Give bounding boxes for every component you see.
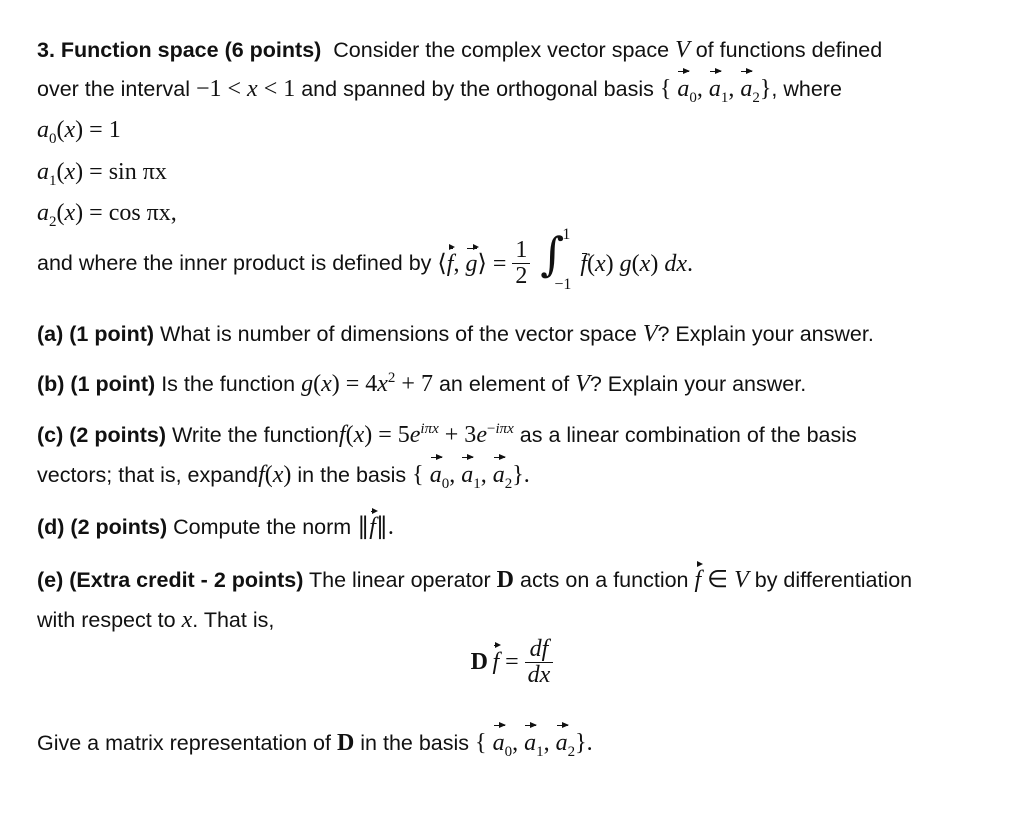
- part-e-label: (e) (Extra credit - 2 points): [37, 568, 304, 592]
- part-e-text: . That is,: [192, 608, 275, 632]
- math-norm-f: ∥f∥.: [357, 514, 394, 540]
- part-d: [37, 515, 394, 539]
- final-text: Give a matrix representation of: [37, 731, 331, 755]
- math-interval: −1 < x < 1: [195, 76, 296, 102]
- math-inner-product: ⟨f, g⟩ =: [437, 250, 513, 277]
- part-d-label: (d) (2 points): [37, 515, 168, 539]
- part-e-line-2: [37, 608, 274, 632]
- basis-def-a0: $a_0(x) = 1$: [37, 117, 121, 147]
- math-x: x: [181, 607, 193, 633]
- part-b-label: (b) (1 point): [37, 372, 156, 396]
- intro-text: over the interval: [37, 77, 190, 101]
- intro-text: of functions defined: [695, 38, 883, 62]
- part-c-line-1: [37, 423, 857, 447]
- inner-product-text: and where the inner product is defined by: [37, 250, 432, 275]
- part-c-text: Write the function: [171, 423, 339, 447]
- math-V: V: [675, 37, 690, 63]
- basis-def-text: = cos πx,: [89, 200, 177, 226]
- math-vector-f: f =: [492, 649, 525, 676]
- part-e-text: by differentiation: [754, 568, 913, 592]
- math-V: V: [575, 371, 590, 397]
- math-basis-set: { $a_0$, $a_1$, $a_2$}.: [475, 730, 593, 760]
- math-f-definition: $f(x) = 5e^{i\pi x} + 3e^{-i\pi x}$: [338, 421, 514, 448]
- problem-heading: 3. Function space (6 points): [37, 38, 322, 62]
- math-operator-D: D: [496, 567, 514, 593]
- math-g-definition: $g(x) = 4x^2 + 7$: [301, 370, 433, 397]
- part-a-label: (a) (1 point): [37, 322, 155, 346]
- math-operator-D: D: [336, 730, 355, 756]
- basis-def-text: = 1: [89, 117, 121, 143]
- final-question: [37, 730, 593, 760]
- part-e-line-1: [37, 568, 912, 592]
- part-a-text: What is number of dimensions of the vector space: [160, 322, 637, 346]
- part-b-text: ? Explain your answer.: [589, 372, 807, 396]
- math-integrand: f(x) g(x) dx.: [580, 250, 693, 277]
- math-fraction-half: $\frac{1}{2}$: [512, 238, 530, 289]
- problem-intro-line-2: [37, 76, 842, 106]
- integral-sign: ∫ 1 −1: [540, 225, 572, 293]
- intro-text: Consider the complex vector space: [333, 38, 670, 62]
- basis-def-a2: $a_2(x) = \cos \pi x$,: [37, 200, 177, 230]
- math-f-in-V: f ∈ V: [694, 567, 749, 593]
- part-e-text: The linear operator: [309, 568, 491, 592]
- part-d-text: Compute the norm: [173, 515, 352, 539]
- basis-def-a1: $a_1(x) = \sin \pi x$: [37, 159, 167, 189]
- part-e-text: with respect to: [37, 608, 176, 632]
- derivative-equation: [0, 637, 1024, 688]
- part-c-label: (c) (2 points): [37, 423, 166, 447]
- problem-intro-line-1: [37, 38, 882, 62]
- intro-text: , where: [771, 77, 842, 101]
- part-a-text: ? Explain your answer.: [657, 322, 874, 346]
- math-operator-D: D: [470, 649, 488, 676]
- part-c-text: vectors; that is, expand: [37, 463, 259, 487]
- math-fraction-df-dx: $\frac{df}{dx}$: [525, 637, 554, 688]
- intro-text: and spanned by the orthogonal basis: [301, 77, 654, 101]
- math-V: V: [642, 321, 658, 347]
- math-basis-set: { $a_0$, $a_1$, $a_2$}.: [412, 462, 530, 492]
- part-c-line-2: [37, 462, 530, 492]
- inner-product-line: [37, 225, 693, 293]
- math-basis-set: { $a_0$, $a_1$, $a_2$}: [659, 76, 772, 106]
- part-c-text: in the basis: [297, 463, 407, 487]
- final-text: in the basis: [360, 731, 470, 755]
- part-b-text: an element of: [438, 372, 570, 396]
- basis-def-text: = sin πx: [89, 159, 167, 185]
- math-f-of-x: f(x): [258, 462, 292, 488]
- part-c-text: as a linear combination of the basis: [519, 423, 857, 447]
- part-a: [37, 322, 874, 346]
- part-b: [37, 372, 806, 396]
- part-b-text: Is the function: [161, 372, 296, 396]
- part-e-text: acts on a function: [519, 568, 689, 592]
